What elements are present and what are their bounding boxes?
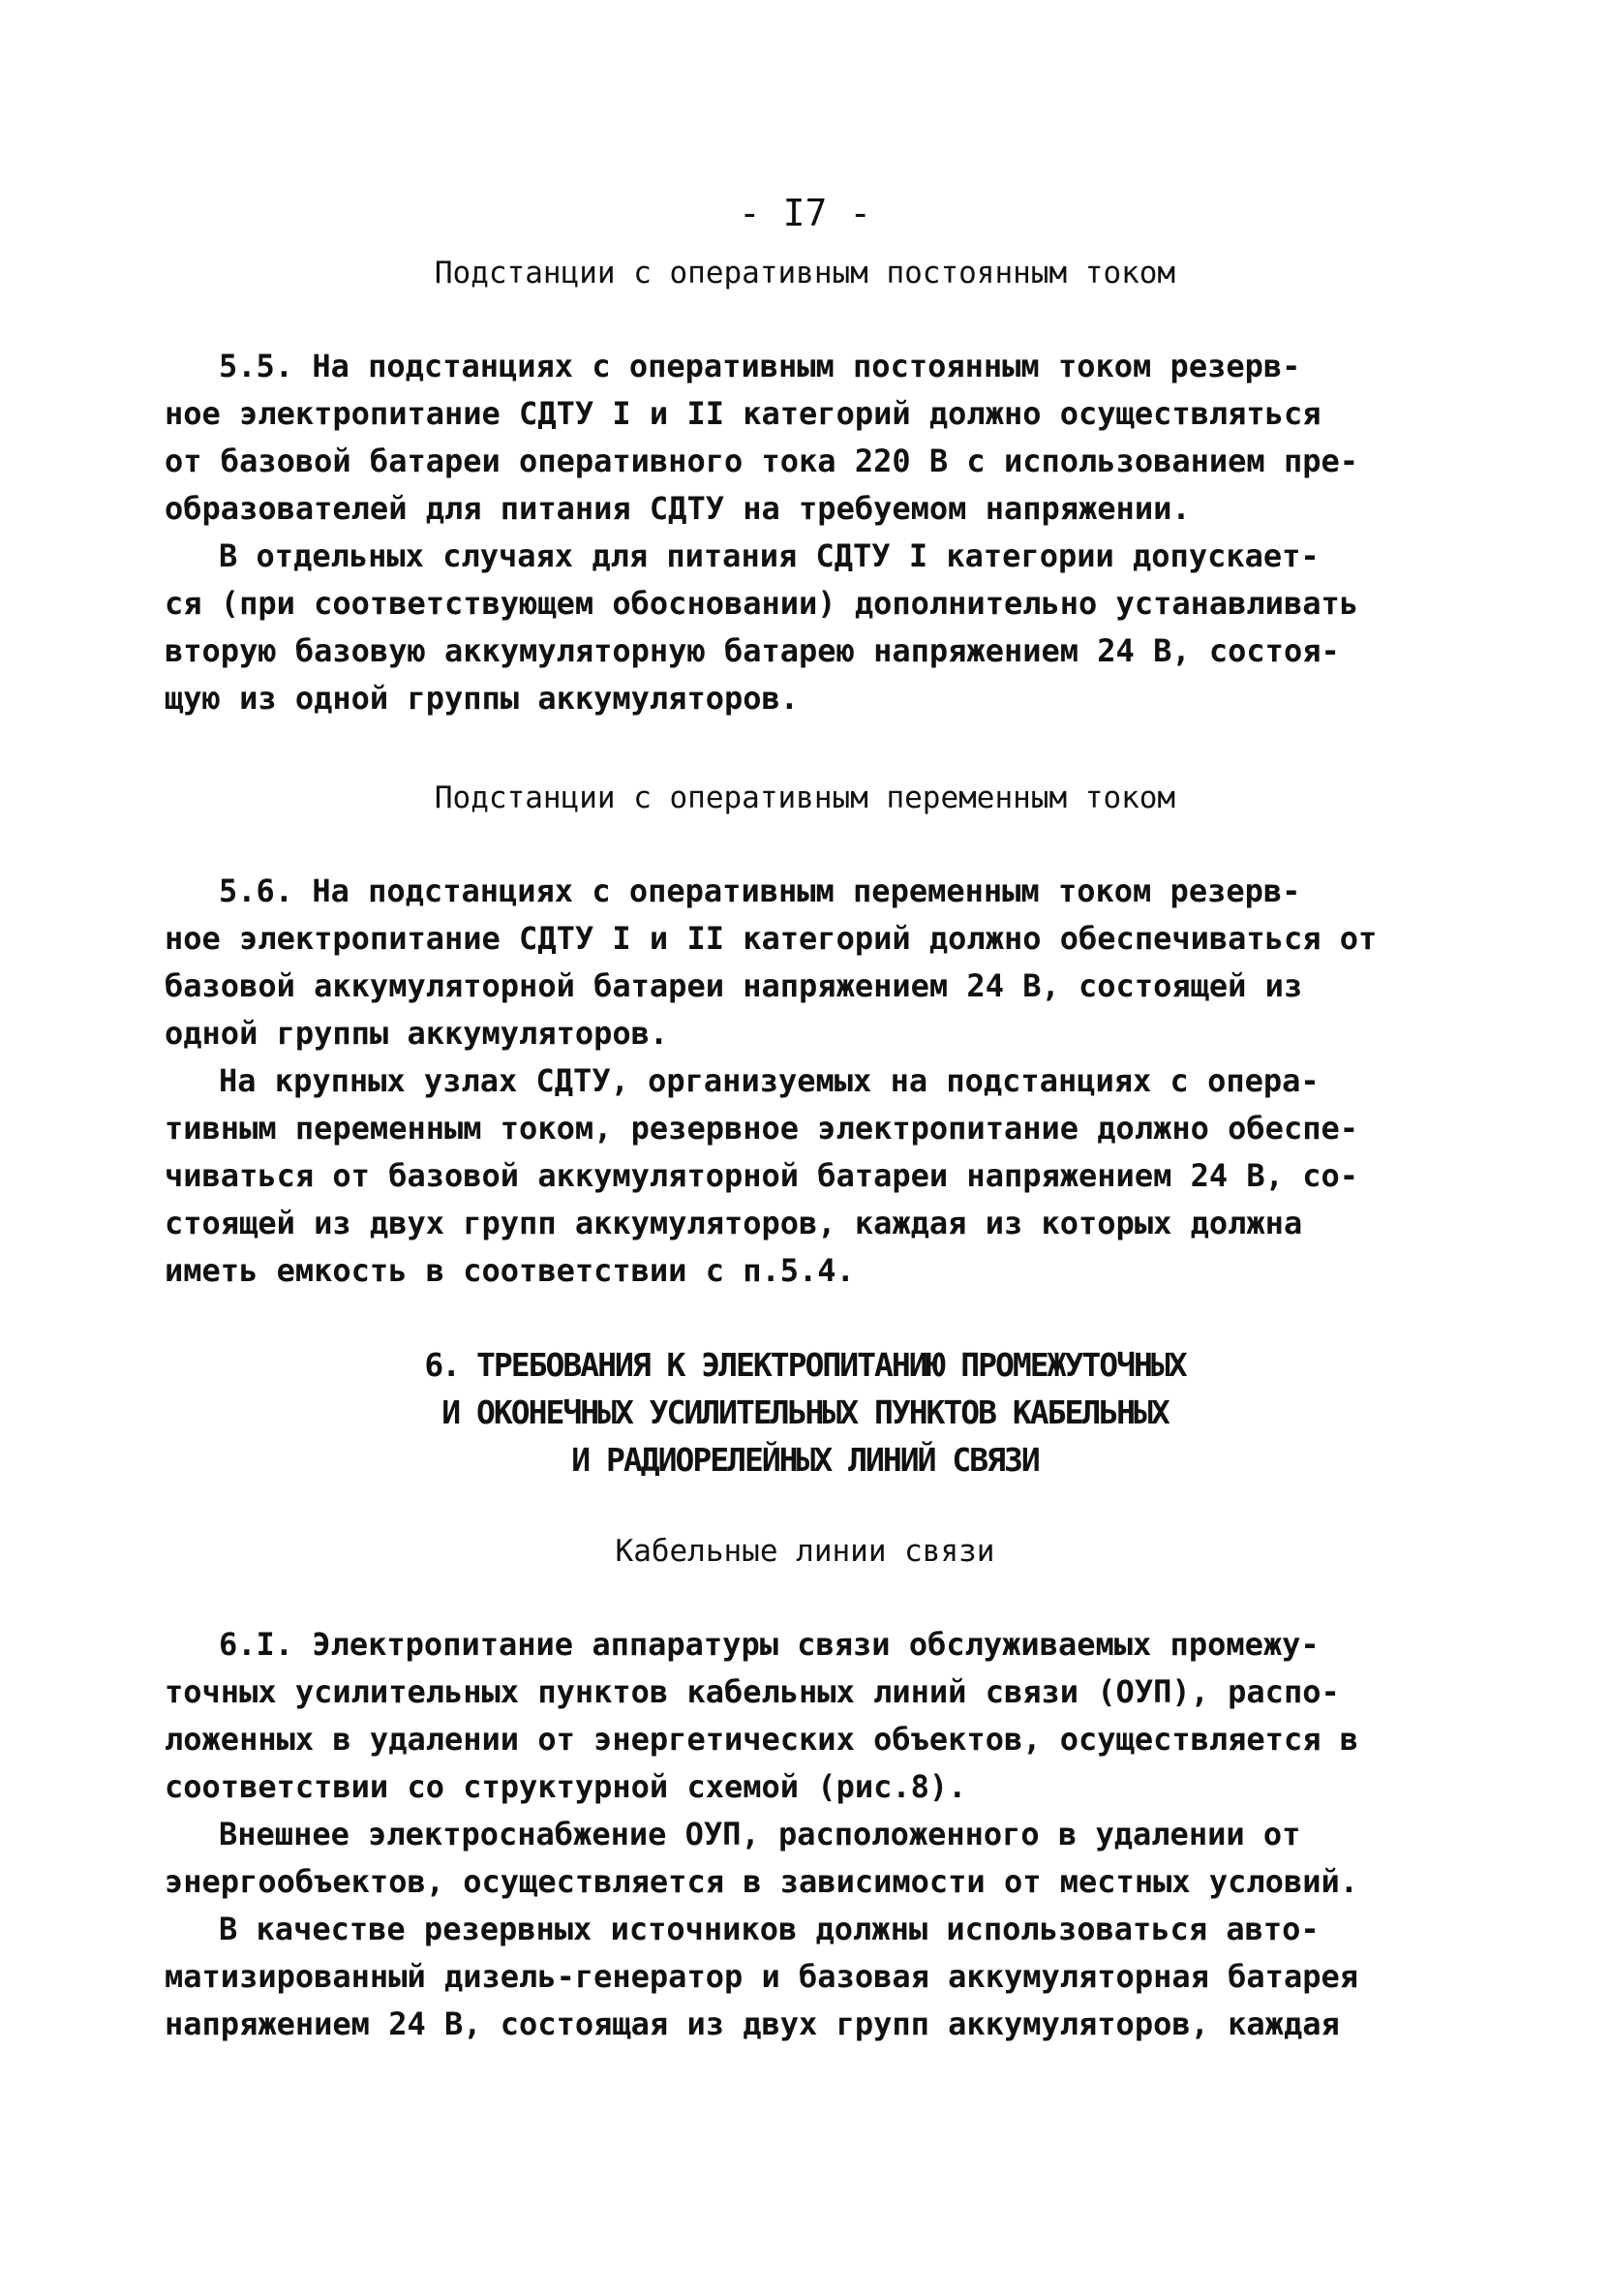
text-line: стоящей из двух групп аккумуляторов, каждая из которых должна [165,1205,1303,1241]
text-line: 5.5. На подстанциях с оперативным постоянным током резерв- [219,348,1301,384]
text-line: точных усилительных пунктов кабельных линий связи (ОУП), распо- [165,1673,1340,1710]
text-line: ложенных в удалении от энергетических объектов, осуществляется в [165,1721,1358,1758]
subheading-dc-substations: Подстанции с оперативным постоянным током [434,256,1176,291]
text-line: ное электропитание СДТУ I и II категорий должно обеспечиваться от [165,920,1378,957]
text-line: чиваться от базовой аккумуляторной батареи напряжением 24 В, со- [165,1157,1358,1194]
section-title-line: 6. ТРЕБОВАНИЯ К ЭЛЕКТРОПИТАНИЮ ПРОМЕЖУТОЧНЫХ [424,1346,1186,1384]
paragraph-6-1 [165,1621,1365,1811]
text-line: Внешнее электроснабжение ОУП, расположенного в удалении от [219,1816,1301,1852]
paragraph-5-5-continued [165,533,1365,722]
text-line: В отдельных случаях для питания СДТУ I категории допускает- [219,537,1320,574]
text-line: 6.I. Электропитание аппаратуры связи обслуживаемых промежу- [219,1626,1320,1663]
text-line: иметь емкость в соответствии с п.5.4. [165,1252,855,1289]
paragraph-5-6-continued [165,1057,1365,1295]
paragraph-5-6 [165,868,1378,1057]
text-line: образователей для питания СДТУ на требуемом напряжении. [165,490,1191,527]
text-line: щую из одной группы аккумуляторов. [165,680,800,717]
text-line: одной группы аккумуляторов. [165,1015,669,1052]
text-line: На крупных узлах СДТУ, организуемых на подстанциях с опера- [219,1062,1320,1099]
text-line: от базовой батареи оперативного тока 220 В с использованием пре- [165,443,1358,479]
text-line: 5.6. На подстанциях с оперативным переменным током резерв- [219,872,1301,909]
text-line: В качестве резервных источников должны использоваться авто- [219,1911,1320,1947]
paragraph-6-1-reserve-sources [165,1906,1365,2048]
section-6-title [0,1341,1610,1484]
text-line: напряжением 24 В, состоящая из двух групп аккумуляторов, каждая [165,2005,1340,2042]
text-line: ся (при соответствующем обосновании) дополнительно устанавливать [165,585,1358,622]
section-title-line: И ОКОНЕЧНЫХ УСИЛИТЕЛЬНЫХ ПУНКТОВ КАБЕЛЬНЫХ [441,1393,1169,1431]
paragraph-6-1-continued [165,1811,1365,1906]
section-title-line: И РАДИОРЕЛЕЙНЫХ ЛИНИЙ СВЯЗИ [571,1441,1039,1479]
page-number: - I7 - [738,192,872,234]
subheading-cable-lines: Кабельные линии связи [615,1534,995,1569]
text-line: соответствии со структурной схемой (рис.8). [165,1768,967,1805]
text-line: вторую базовую аккумуляторную батарею напряжением 24 В, состоя- [165,632,1340,669]
text-line: тивным переменным током, резервное электропитание должно обеспе- [165,1110,1358,1147]
text-line: ное электропитание СДТУ I и II категорий должно осуществляться [165,395,1321,432]
text-line: базовой аккумуляторной батареи напряжением 24 В, состоящей из [165,967,1303,1004]
text-line: матизированный дизель-генератор и базовая аккумуляторная батарея [165,1958,1358,1995]
subheading-ac-substations: Подстанции с оперативным переменным током [434,781,1176,815]
paragraph-5-5 [165,343,1365,533]
text-line: энергообъектов, осуществляется в зависимости от местных условий. [165,1863,1358,1900]
